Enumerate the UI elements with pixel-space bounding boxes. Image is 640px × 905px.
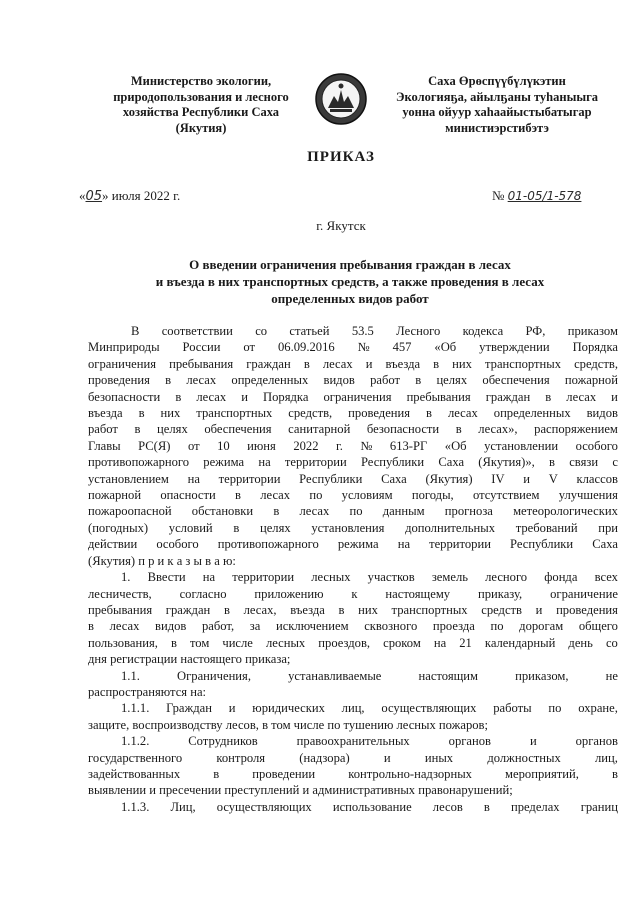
body-text-line — [88, 586, 618, 602]
body-word: иных — [424, 750, 454, 765]
body-word: по — [490, 619, 504, 634]
body-word: въезда — [385, 356, 421, 371]
body-word: классов — [576, 471, 618, 486]
body-word: ограничения — [88, 356, 157, 371]
body-word: юридических — [252, 701, 325, 716]
body-word: погоды, — [411, 488, 454, 503]
body-word: них — [358, 602, 378, 617]
body-word: статьей — [289, 324, 330, 338]
body-text-line — [88, 782, 618, 798]
body-word: IV — [491, 471, 505, 486]
body-word: в — [233, 520, 240, 535]
body-word: целях — [157, 422, 188, 437]
body-word: особого — [156, 537, 199, 552]
body-word: работ — [370, 373, 401, 388]
body-word: противопожарного — [88, 455, 190, 470]
body-text-line — [88, 454, 618, 470]
body-word: общего — [578, 619, 618, 634]
body-text-line — [88, 323, 618, 339]
body-word: определенных — [231, 373, 309, 388]
body-word: дорогам — [519, 619, 564, 634]
body-word: Саха — [438, 455, 465, 470]
body-text-line — [88, 405, 618, 421]
body-word: 1.1.2. — [121, 734, 150, 749]
body-word: мероприятий, — [505, 766, 579, 781]
body-word: условиям — [341, 488, 393, 503]
body-text-line — [88, 766, 618, 782]
body-word: безопасности — [88, 389, 161, 404]
body-word: в — [426, 406, 432, 421]
body-word: и — [611, 389, 618, 404]
body-word: Ввести — [147, 570, 186, 585]
body-word: пребывания — [88, 602, 153, 617]
body-text-line — [88, 536, 618, 552]
body-word: приложению — [254, 586, 324, 601]
body-word: лесах», — [478, 422, 518, 437]
body-text: защите, воспроизводству лесов, в том числе по тушению лесных пожаров; — [88, 717, 488, 732]
body-word: со — [605, 635, 618, 650]
body-word: государственного — [88, 750, 183, 765]
body-word: проведении — [252, 766, 316, 781]
body-word: задействованных — [88, 766, 181, 781]
date-month-year: » июля 2022 г. — [102, 188, 181, 203]
body-word: в — [235, 488, 241, 503]
body-word: лесничеств, — [88, 586, 152, 601]
header-right-line: Экологияҕа, айылҕаны туһаныыга — [395, 89, 599, 104]
body-word: проездов, — [318, 635, 371, 650]
body-word: и — [535, 602, 543, 617]
body-word: Сотрудников — [188, 734, 258, 749]
body-word: лесах — [322, 356, 353, 371]
body-text-line — [88, 635, 618, 651]
body-word: связи — [569, 455, 599, 470]
body-word: Порядка — [263, 389, 309, 404]
body-word: «Об — [434, 340, 457, 355]
body-word: исключением — [275, 619, 349, 634]
body-word: особого — [575, 438, 618, 453]
body-word: 06.09.2016 — [277, 340, 335, 355]
header-right-line: уонна ойуур хаһаайыстыбатыгар — [402, 105, 592, 119]
body-word: лесных — [311, 570, 351, 585]
body-text-line — [88, 569, 618, 585]
header-left-line: хозяйства Республики Саха — [122, 105, 280, 119]
body-word: день — [568, 635, 593, 650]
body-word: участков — [367, 570, 415, 585]
body-word: Граждан — [166, 701, 212, 716]
body-word: на — [397, 537, 411, 552]
body-word: числе — [222, 635, 253, 650]
body-text: (Якутия) п р и к а з ы в а ю: — [88, 553, 236, 568]
body-word: 457 — [392, 340, 412, 355]
ministry-name-russian — [96, 74, 306, 136]
body-word: проезда — [432, 619, 475, 634]
body-word: отсутствием — [472, 488, 540, 503]
body-word: сквозного — [364, 619, 418, 634]
body-word: средств — [481, 602, 522, 617]
body-word: том — [189, 635, 210, 650]
body-word: 2022 — [293, 438, 319, 453]
body-word: в — [223, 602, 230, 617]
body-word: настоящему — [385, 586, 451, 601]
body-word: должностных — [487, 750, 561, 765]
body-word: территории — [218, 471, 281, 486]
header-right-line: министиэрстибэтэ — [445, 120, 549, 135]
ministry-name-yakut — [392, 74, 602, 136]
body-word: № — [357, 340, 370, 355]
body-word: видов — [155, 619, 187, 634]
body-word: осуществляющих — [381, 701, 477, 716]
header-left-line: (Якутия) — [175, 120, 227, 135]
republic-coat-of-arms-icon — [314, 72, 368, 126]
body-word: фонда — [544, 570, 578, 585]
body-word: календарный — [484, 635, 556, 650]
body-word: ограничения — [323, 389, 392, 404]
body-text-line — [88, 700, 618, 716]
body-word: (Якутия) — [425, 471, 473, 486]
body-word: Минприроды — [88, 340, 160, 355]
body-text-line — [88, 421, 618, 437]
body-word: в — [433, 356, 440, 371]
body-word: в — [415, 373, 422, 388]
body-text-line — [88, 339, 618, 355]
body-word: «Об — [444, 438, 467, 453]
body-word: в — [611, 766, 618, 781]
body-word: распоряжением — [534, 422, 618, 437]
body-word: видов — [586, 406, 618, 421]
body-word: проведения — [88, 373, 150, 388]
body-word: опасности — [160, 488, 216, 503]
body-word: утверждении — [479, 340, 550, 355]
body-word: установления — [311, 520, 385, 535]
body-text-line — [88, 438, 618, 454]
body-word: проведения — [348, 406, 411, 421]
body-word: в — [483, 799, 490, 814]
body-text-line — [88, 553, 618, 569]
body-word: ограничение — [550, 586, 618, 601]
body-word: В — [131, 324, 140, 338]
body-word: сроком — [383, 635, 421, 650]
body-word: безопасности — [366, 422, 440, 437]
body-word: Главы — [88, 438, 121, 453]
body-word: осуществляющих — [216, 799, 312, 814]
body-word: № — [360, 438, 373, 453]
body-word: (погодных) — [88, 520, 149, 535]
body-text-line — [88, 684, 618, 700]
body-word: данным — [382, 504, 425, 519]
body-word: въезда — [88, 406, 123, 421]
body-word: приказом — [567, 324, 618, 338]
body-word: органов — [448, 734, 491, 749]
body-word: работ — [88, 422, 118, 437]
body-word: в — [303, 356, 310, 371]
body-word: кодекса — [462, 324, 504, 338]
body-word: въезда — [290, 602, 325, 617]
body-word: согласно — [179, 586, 227, 601]
body-word: от — [243, 340, 256, 355]
body-word: лесного — [485, 570, 528, 585]
body-word: работ, — [202, 619, 235, 634]
body-word: обеспечения — [204, 422, 272, 437]
body-text-line — [88, 717, 618, 733]
body-word: в — [134, 422, 141, 437]
body-text-line — [88, 372, 618, 388]
body-word: правоохранительных — [296, 734, 410, 749]
body-word: 10 — [217, 438, 230, 453]
body-word: Республики — [509, 537, 574, 552]
body-word: целях — [436, 373, 468, 388]
body-text: выявлении и пресечении преступлений и административных правонарушений; — [88, 783, 513, 798]
body-word: 1.1.1. — [121, 701, 150, 716]
body-word: РС(Я) — [138, 438, 171, 453]
body-word: (Якутия)», — [478, 455, 535, 470]
document-city: г. Якутск — [316, 218, 366, 233]
body-word: использование — [332, 799, 412, 814]
body-text-line — [88, 520, 618, 536]
body-word: лесах — [299, 504, 330, 519]
body-word: целях — [259, 520, 291, 535]
body-word: соответствии — [161, 324, 233, 338]
body-word: в — [138, 406, 145, 421]
body-word: контроля — [216, 750, 266, 765]
body-word: с — [612, 455, 618, 470]
body-word: противопожарного — [217, 537, 319, 552]
body-word: лиц, — [341, 701, 365, 716]
document-date — [79, 188, 180, 204]
body-word: лесах — [566, 389, 597, 404]
body-word: режима — [203, 455, 245, 470]
body-word: видов — [323, 373, 355, 388]
body-text-line — [88, 487, 618, 503]
body-word: пользования, — [88, 635, 158, 650]
body-word: транспортных — [485, 356, 562, 371]
body-word: г. — [336, 438, 343, 453]
body-word: обеспечения — [482, 373, 550, 388]
body-word: приказу, — [478, 586, 523, 601]
body-word: РФ, — [525, 324, 546, 338]
body-word: 53.5 — [351, 324, 374, 338]
body-word: них — [160, 406, 181, 421]
body-word: Порядка — [572, 340, 618, 355]
body-word: в — [165, 373, 172, 388]
body-word: пределах — [510, 799, 560, 814]
body-word: лесах — [196, 389, 227, 404]
body-word: обстановки — [191, 504, 254, 519]
body-word: и — [529, 734, 537, 749]
document-title: ПРИКАЗ — [307, 149, 375, 165]
body-word: охране, — [578, 701, 618, 716]
body-text-line — [88, 389, 618, 405]
date-day-handwritten: 05 — [85, 189, 103, 204]
body-word: на — [433, 635, 447, 650]
body-word: требований — [515, 520, 578, 535]
body-word: приказом, — [515, 668, 569, 683]
body-word: со — [255, 324, 268, 338]
body-text-line — [88, 356, 618, 372]
body-word: настоящим — [418, 668, 479, 683]
body-word: и — [241, 389, 248, 404]
body-word: Республики — [299, 471, 363, 486]
body-word: работы — [493, 701, 532, 716]
document-body — [88, 323, 618, 815]
body-word: на — [258, 455, 271, 470]
body-word: в — [338, 602, 345, 617]
body-word: на — [187, 471, 200, 486]
body-word: России — [182, 340, 221, 355]
header-left-line: природопользования и лесного — [113, 89, 289, 104]
body-word: транспортных — [196, 406, 273, 421]
body-word: и — [365, 356, 373, 371]
body-word: по — [349, 504, 363, 519]
body-word: пожарной — [88, 488, 142, 503]
body-word: границ — [580, 799, 618, 814]
subject-line: и въезда в них транспортных средств, а также проведения в лесах — [155, 274, 545, 289]
body-word: условий — [168, 520, 213, 535]
body-word: и — [383, 750, 391, 765]
body-word: при — [598, 520, 618, 535]
body-text-line — [88, 750, 618, 766]
body-word: 21 — [459, 635, 472, 650]
body-text-line — [88, 733, 618, 749]
body-word: территории — [429, 537, 491, 552]
body-word: действии — [88, 537, 138, 552]
body-word: прогноза — [444, 504, 493, 519]
body-word: по — [309, 488, 323, 503]
body-word: Саха — [592, 537, 618, 552]
body-word: определенных — [493, 406, 571, 421]
body-text-line — [88, 471, 618, 487]
body-word: установлением — [88, 471, 169, 486]
body-word: граждан — [485, 389, 531, 404]
body-word: режима — [337, 537, 379, 552]
date-open-quote: « — [79, 188, 86, 203]
body-word: от — [187, 438, 200, 453]
body-word: к — [351, 586, 358, 601]
body-word: средств, — [288, 406, 333, 421]
body-word: лесов — [432, 799, 463, 814]
body-word: на — [202, 570, 216, 585]
body-word: и — [228, 701, 236, 716]
body-word: Лесного — [396, 324, 441, 338]
body-word: дополнительных — [405, 520, 496, 535]
body-text-line — [88, 799, 618, 815]
header-left-line: Министерство экологии, — [130, 74, 272, 88]
subject-line: О введении ограничения пребывания граждан в лесах — [189, 257, 511, 272]
body-word: в — [213, 766, 220, 781]
body-word: средств, — [574, 356, 618, 371]
body-text-line — [88, 503, 618, 519]
body-word: проведения — [556, 602, 618, 617]
body-word: земель — [431, 570, 468, 585]
body-word: не — [605, 668, 618, 683]
body-word: территории — [284, 455, 347, 470]
body-word: за — [249, 619, 261, 634]
body-word: пожарной — [564, 373, 618, 388]
body-word: пожароопасной — [88, 504, 172, 519]
document-subject — [100, 256, 600, 307]
body-word: Лиц, — [170, 799, 196, 814]
body-word: метеорологических — [513, 504, 618, 519]
body-word: территории — [232, 570, 295, 585]
body-word: пребывания — [406, 389, 471, 404]
body-text: распространяются на: — [88, 684, 207, 699]
body-word: контрольно-надзорных — [348, 766, 472, 781]
body-word: установлении — [484, 438, 559, 453]
body-word: в — [170, 635, 177, 650]
body-word: лесных — [265, 635, 306, 650]
document-number — [492, 188, 581, 204]
body-word: устанавливаемые — [288, 668, 382, 683]
body-word: июня — [247, 438, 276, 453]
body-text-line — [88, 651, 618, 667]
body-word: лесах — [447, 406, 478, 421]
body-word: лесах — [186, 373, 217, 388]
body-word: в — [273, 504, 280, 519]
body-word: Саха — [381, 471, 407, 486]
body-word: 1. — [121, 570, 131, 585]
body-word: V — [548, 471, 558, 486]
body-word: в — [549, 455, 555, 470]
number-label: № — [492, 188, 505, 203]
body-word: (надзора) — [299, 750, 350, 765]
body-word: граждан — [165, 602, 211, 617]
body-word: 1.1.3. — [121, 799, 150, 814]
body-word: в — [455, 422, 462, 437]
body-word: лиц, — [595, 750, 618, 765]
subject-line: определенных видов работ — [271, 291, 429, 306]
header-right-line: Саха Өрөспүүбүлүкэтин — [428, 74, 566, 88]
number-value-handwritten: 01-05/1-578 — [507, 189, 582, 203]
body-word: 613-РГ — [389, 438, 428, 453]
body-text: дня регистрации настоящего приказа; — [88, 652, 291, 667]
body-word: лесах — [109, 619, 140, 634]
body-word: всех — [594, 570, 618, 585]
body-word: санитарной — [288, 422, 351, 437]
body-word: органов — [575, 734, 618, 749]
body-word: лесах — [260, 488, 291, 503]
body-text-line — [88, 618, 618, 634]
body-word: них — [452, 356, 472, 371]
body-word: улучшения — [558, 488, 618, 503]
body-word: граждан — [246, 356, 291, 371]
body-word: Республики — [360, 455, 425, 470]
body-text-line — [88, 668, 618, 684]
body-word: по — [548, 701, 562, 716]
body-word: 1.1. — [121, 668, 140, 683]
body-word: транспортных — [391, 602, 468, 617]
body-text-line — [88, 602, 618, 618]
body-word: в — [175, 389, 182, 404]
body-word: Ограничения, — [177, 668, 251, 683]
body-word: лесах, — [243, 602, 277, 617]
body-word: пребывания — [169, 356, 234, 371]
body-word: в — [88, 619, 94, 634]
body-word: и — [523, 471, 530, 486]
body-word: в — [545, 389, 552, 404]
